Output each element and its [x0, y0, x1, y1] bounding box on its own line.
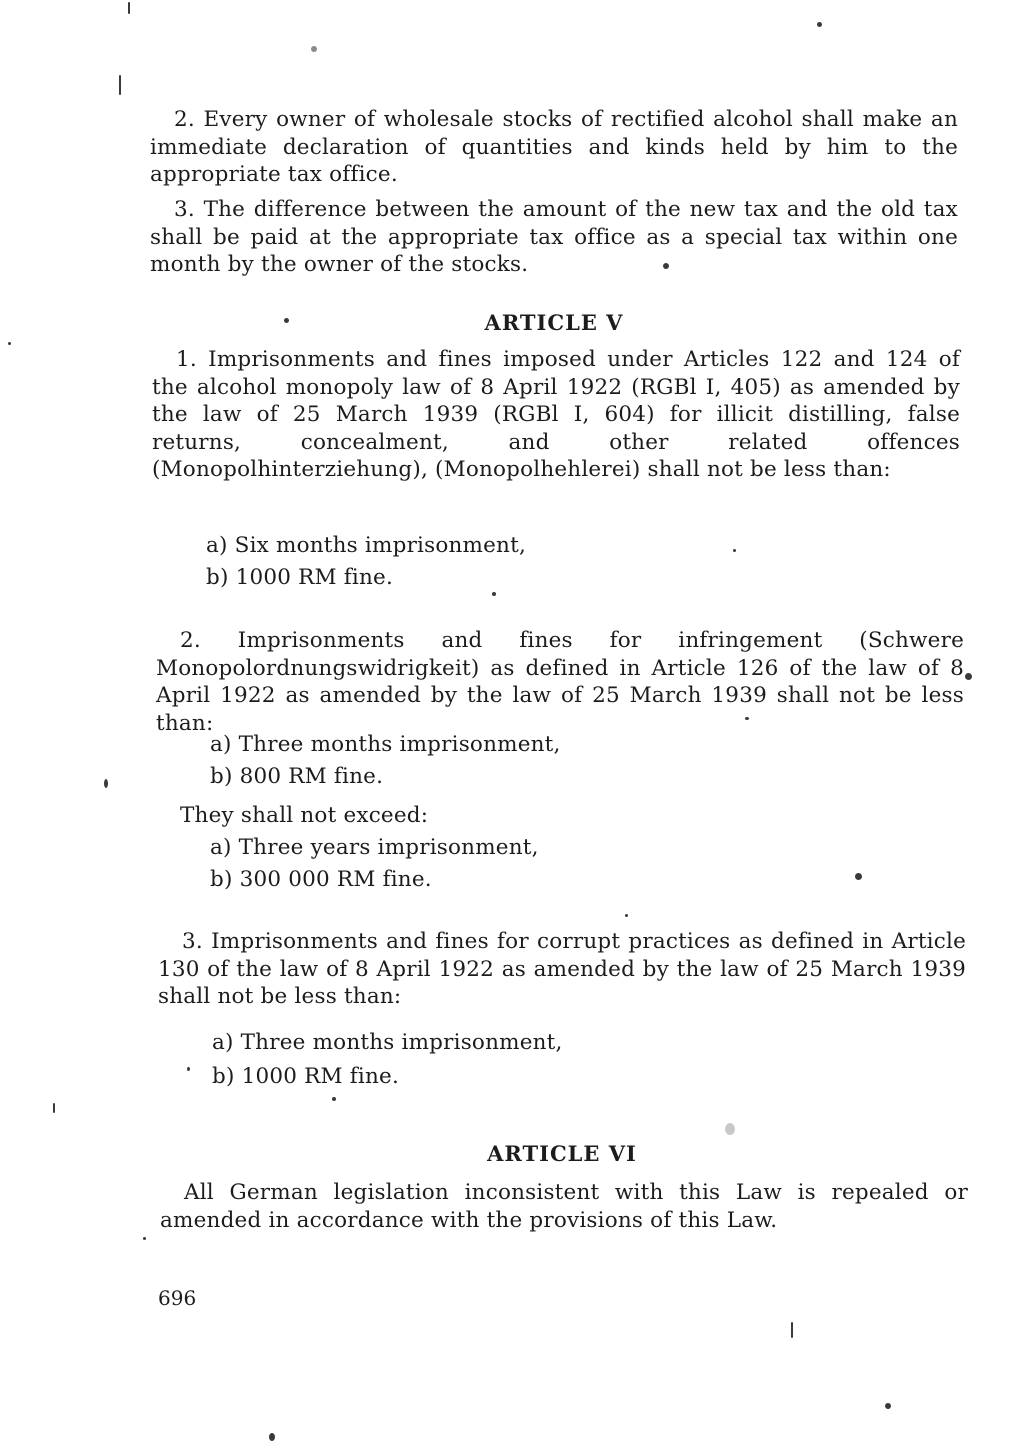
scan-speck [725, 1123, 735, 1135]
scan-speck [269, 1433, 275, 1441]
scan-speck [104, 779, 108, 788]
article-v-3-item-b: b) 1000 RM fine. [212, 1064, 400, 1089]
page-number: 696 [158, 1286, 197, 1310]
article-v-paragraph-2: 2. Imprisonments and fines for infringement (Schwere Monopolordnungswidrigkeit) as defined in Article 126 of the law of 8 April 1922 as amended by the law of 25 March 1939 shall not be less than: [156, 628, 964, 736]
scan-speck [791, 1322, 793, 1338]
article-v-2-max-intro: They shall not exceed: [180, 803, 429, 828]
scan-speck [817, 22, 822, 27]
scan-speck [733, 549, 736, 552]
scan-speck [492, 592, 496, 596]
article-v-heading: ARTICLE V [484, 310, 624, 335]
scan-speck [128, 2, 130, 14]
scan-speck [663, 263, 669, 269]
scan-speck [332, 1097, 336, 1101]
article-vi-heading: ARTICLE VI [487, 1141, 637, 1166]
paragraph-special-tax: 3. The difference between the amount of the new tax and the old tax shall be paid at the appropriate tax office as a special tax within one month by the owner of the stocks. [150, 197, 958, 277]
scan-speck [284, 318, 289, 323]
scan-speck [187, 1067, 190, 1071]
article-v-2-min-item-b: b) 800 RM fine. [210, 764, 384, 789]
article-v-2-min-item-a: a) Three months imprisonment, [210, 732, 561, 757]
scan-speck [53, 1103, 55, 1113]
article-v-paragraph-1: 1. Imprisonments and fines imposed under Articles 122 and 124 of the alcohol monopoly law of 8 April 1922 (RGBl I, 405) as amended by the law of 25 March 1939 (RGBl I, 604) for illicit distilling, false returns, concealment, and other related offences (Monopolhinterziehung), (Monopolhehlerei) shall not be less than: [152, 347, 960, 482]
scan-speck [8, 342, 11, 345]
scan-speck [965, 673, 972, 680]
scan-speck [311, 46, 317, 52]
scan-speck [885, 1403, 891, 1409]
scan-speck [855, 873, 862, 880]
scan-speck [745, 717, 749, 720]
article-v-paragraph-3: 3. Imprisonments and fines for corrupt practices as defined in Article 130 of the law of 8 April 1922 as amended by the law of 25 March 1939 shall not be less than: [158, 929, 966, 1009]
article-vi-paragraph: All German legislation inconsistent with this Law is repealed or amended in accordance with the provisions of this Law. [160, 1180, 968, 1233]
article-v-2-max-item-a: a) Three years imprisonment, [210, 835, 539, 860]
paragraph-declaration: 2. Every owner of wholesale stocks of rectified alcohol shall make an immediate declaration of quantities and kinds held by him to the appropriate tax office. [150, 107, 958, 187]
article-v-1-item-a: a) Six months imprisonment, [206, 533, 526, 558]
article-v-2-max-item-b: b) 300 000 RM fine. [210, 867, 432, 892]
scan-speck [143, 1237, 146, 1240]
scan-speck [625, 914, 628, 917]
scan-speck [119, 75, 121, 95]
article-v-3-item-a: a) Three months imprisonment, [212, 1030, 563, 1055]
article-v-1-item-b: b) 1000 RM fine. [206, 565, 394, 590]
